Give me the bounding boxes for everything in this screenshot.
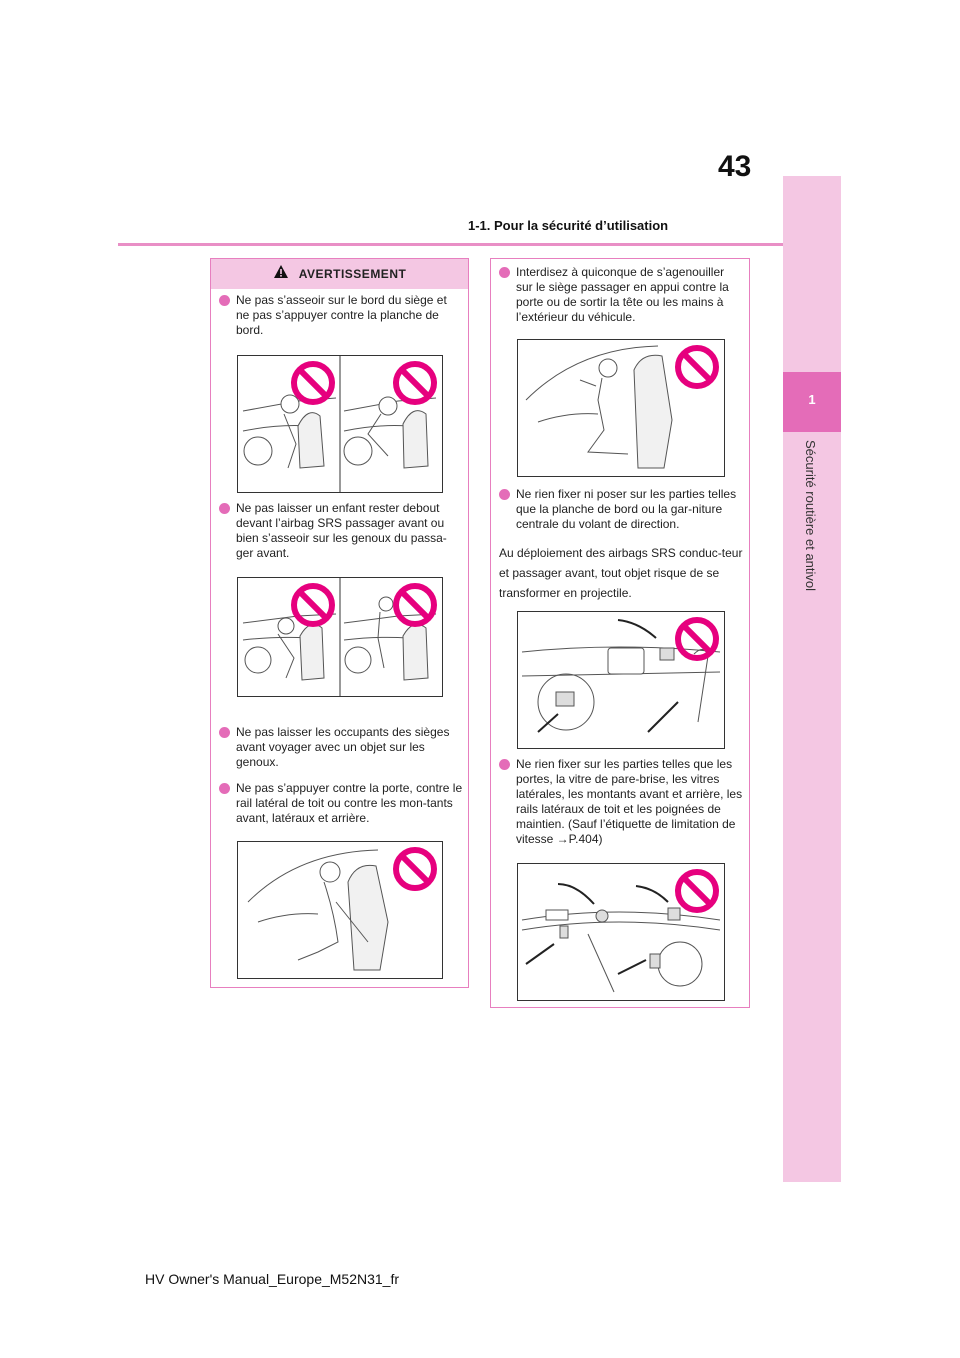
bullet-dot-icon: [219, 783, 230, 794]
prohibition-sign-icon: [674, 868, 720, 914]
list-item-text: Ne rien fixer sur les parties telles que les portes, la vitre de pare-brise, les vitres latérales, les montants avant et arrière, les rails latéraux de toit et les poignées de maintien. (Sauf l’étiquette de limitation de vitesse →P.404): [516, 757, 743, 846]
page-number: 43: [718, 150, 752, 183]
illustration-door-fixtures: [517, 863, 725, 1001]
warning-header: [211, 259, 468, 289]
bullet-dot-icon: [219, 295, 230, 306]
list-item-text: Ne pas s’appuyer contre la porte, contre le rail latéral de toit ou contre les mon-tants avant, latéraux et arrière.: [236, 781, 463, 825]
prohibition-sign-icon: [674, 344, 720, 390]
list-item-text: Ne pas laisser les occupants des sièges avant voyager avec un objet sur les genoux.: [236, 725, 450, 769]
illustration-kneeling-passenger: [517, 339, 725, 477]
header-rule: [118, 243, 783, 246]
prohibition-sign-icon: [674, 616, 720, 662]
illustration-seat-edge: [237, 355, 443, 493]
footer-document-id: HV Owner's Manual_Europe_M52N31_fr: [145, 1271, 400, 1287]
list-item-text: Ne pas laisser un enfant rester debout devant l’airbag SRS passager avant ou bien s’asseoir sur les genoux du passa-ger avant.: [236, 501, 447, 560]
list-item-text: Interdisez à quiconque de s’agenouiller sur le siège passager en appui contre la porte ou de sortir la tête ou les mains à l’extérieur du véhicule.: [516, 265, 729, 324]
list-item: [219, 501, 463, 561]
side-tab-label: Sécurité routière et antivol: [803, 440, 818, 592]
list-item: [219, 293, 463, 338]
list-item: [499, 757, 744, 847]
bullet-dot-icon: [499, 759, 510, 770]
section-title: 1-1. Pour la sécurité d’utilisation: [468, 218, 669, 233]
content-box: [490, 258, 750, 1008]
bullet-dot-icon: [499, 267, 510, 278]
illustration-dashboard-objects: [517, 611, 725, 749]
paragraph: Au déploiement des airbags SRS conduc-teur et passager avant, tout objet risque de se transformer en projectile.: [499, 546, 743, 600]
list-item: [219, 781, 463, 826]
illustration-child-standing: [237, 577, 443, 697]
illustration-leaning-door: [237, 841, 443, 979]
list-item: [499, 487, 744, 532]
side-tab: [783, 176, 841, 1182]
bullet-dot-icon: [219, 503, 230, 514]
prohibition-sign-icon: [290, 582, 336, 628]
warning-box: [210, 258, 469, 988]
list-item-text: Ne rien fixer ni poser sur les parties telles que la planche de bord ou la gar-niture centrale du volant de direction.: [516, 487, 737, 531]
side-tab-chapter-number: 1: [808, 392, 816, 407]
prohibition-sign-icon: [392, 360, 438, 406]
warning-triangle-icon: [273, 264, 289, 284]
list-item: [219, 725, 463, 770]
list-item: [499, 265, 744, 325]
warning-title: AVERTISSEMENT: [298, 267, 407, 281]
prohibition-sign-icon: [290, 360, 336, 406]
prohibition-sign-icon: [392, 582, 438, 628]
prohibition-sign-icon: [392, 846, 438, 892]
bullet-dot-icon: [499, 489, 510, 500]
bullet-dot-icon: [219, 727, 230, 738]
list-item-text: Ne pas s’asseoir sur le bord du siège et ne pas s’appuyer contre la planche de bord.: [236, 293, 447, 337]
